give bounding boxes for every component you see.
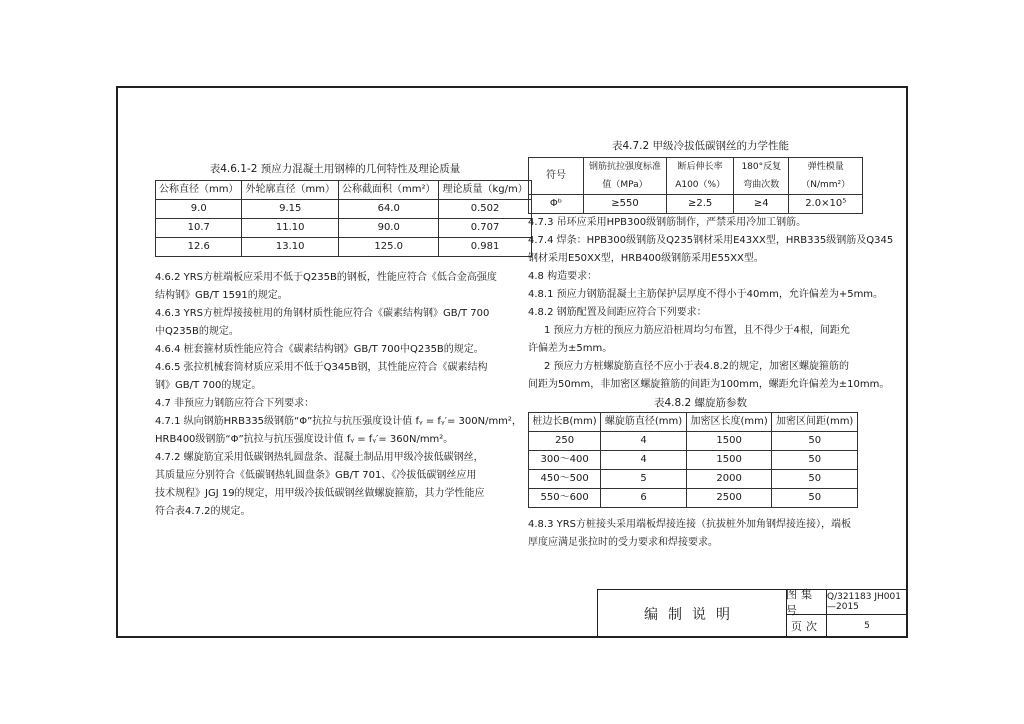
table-cell: 250 [529, 432, 601, 451]
table-cell: 9.15 [242, 200, 338, 219]
table-cell: 125.0 [338, 238, 439, 257]
page-number-label: 页次 [786, 614, 827, 638]
table-cell: ≥4 [734, 195, 789, 214]
table-cell: 12.6 [156, 238, 242, 257]
table-header-cell: 180°反复弯曲次数 [734, 158, 789, 195]
clause-text: 4.7.4 焊条：HPB300级钢筋及Q235钢材采用E43XX型，HRB335级钢筋及Q345 [528, 235, 894, 246]
table-4-6-1-2 [155, 180, 532, 257]
right-column [528, 137, 894, 552]
clause-text: 4.6.5 张拉机械套筒材质应采用不低于Q345B钢，其性能应符合《碳素结构 [155, 362, 488, 373]
atlas-number-row [786, 590, 907, 615]
table-row [529, 489, 858, 508]
table-cell: 50 [772, 432, 858, 451]
clause-text: 4.7.1 纵向钢筋HRB335级钢筋“Φ”抗拉与抗压强度设计值 fᵧ = fᵧ′= 300N/mm²， [155, 416, 522, 427]
table-header-cell: 公称截面积（mm²） [338, 181, 439, 200]
table-header-row [529, 413, 858, 432]
table-cell: 50 [772, 451, 858, 470]
table-cell: Φᵇ [529, 195, 584, 214]
drawing-title: 编制说明 [598, 590, 787, 638]
table-header-cell: 断后伸长率A100（%） [667, 158, 734, 195]
page-number-row [786, 614, 907, 638]
table-row [529, 432, 858, 451]
table-cell: 50 [772, 489, 858, 508]
clause-text: 1 预应力方桩的预应力筋应沿桩周均匀布置，且不得少于4根，间距允 [544, 325, 850, 336]
clause-text: 4.8 构造要求： [528, 271, 598, 282]
clause-text: 中Q235B的规定。 [155, 326, 239, 337]
table-cell: 5 [601, 470, 687, 489]
table-cell: 6 [601, 489, 687, 508]
table-cell: 1500 [686, 432, 772, 451]
table-cell: 2500 [686, 489, 772, 508]
clause-text: 结构钢》GB/T 1591的规定。 [155, 290, 288, 301]
atlas-number-label: 图集号 [786, 590, 827, 614]
table-header-cell: 符号 [529, 158, 584, 195]
table-row [529, 470, 858, 489]
clause-text: 钢材采用E50XX型，HRB400级钢筋采用E55XX型。 [528, 253, 764, 264]
clause-text: 厚度应满足张拉时的受力要求和焊接要求。 [528, 537, 718, 548]
table-header-cell: 公称直径（mm） [156, 181, 242, 200]
table-cell: 1500 [686, 451, 772, 470]
table-header-row [156, 181, 532, 200]
clause-text: 4.7.2 螺旋筋宜采用低碳钢热轧圆盘条、混凝土制品用甲级冷拔低碳钢丝， [155, 452, 484, 463]
clause-text: 4.6.3 YRS方桩焊接接桩用的角钢材质性能应符合《碳素结构钢》GB/T 700 [155, 308, 490, 319]
table-cell: 9.0 [156, 200, 242, 219]
clause-text: 技术规程》JGJ 19的规定，用甲级冷拔低碳钢丝做螺旋箍筋，其力学性能应 [155, 488, 485, 499]
table-4-8-2-caption: 表4.8.2 螺旋筋参数 [653, 397, 748, 409]
clause-text: 钢》GB/T 700的规定。 [155, 380, 262, 391]
clause-text: 间距为50mm，非加密区螺旋箍筋的间距为100mm，螺距允许偏差为±10mm。 [528, 379, 890, 390]
left-column [155, 160, 528, 521]
clause-text: 4.6.4 桩套箍材质性能应符合《碳素结构钢》GB/T 700中Q235B的规定。 [155, 344, 484, 355]
table-header-cell: 外轮廓直径（mm） [242, 181, 338, 200]
clause-text: 4.8.1 预应力钢筋混凝土主筋保护层厚度不得小于40mm，允许偏差为+5mm。 [528, 289, 884, 300]
table-header-row [529, 158, 863, 195]
table-header-cell: 加密区长度(mm) [686, 413, 772, 432]
clause-text: 符合表4.7.2的规定。 [155, 506, 251, 517]
table-cell: 4 [601, 432, 687, 451]
table-cell: 64.0 [338, 200, 439, 219]
table-cell: ≥2.5 [667, 195, 734, 214]
clause-text: 4.6.2 YRS方桩端板应采用不低于Q235B的钢板，性能应符合《低合金高强度 [155, 272, 497, 283]
table-cell: 90.0 [338, 219, 439, 238]
table-cell: 4 [601, 451, 687, 470]
table-cell: 13.10 [242, 238, 338, 257]
table-row [156, 219, 532, 238]
table-header-cell: 螺旋筋直径(mm) [601, 413, 687, 432]
clause-text: 2 预应力方桩螺旋筋直径不应小于表4.8.2的规定，加密区螺旋箍筋的 [544, 361, 849, 372]
table-cell: 11.10 [242, 219, 338, 238]
page-number-value: 5 [864, 621, 870, 631]
table-header-cell: 钢筋抗拉强度标准值（MPa） [584, 158, 667, 195]
table-4-7-2 [528, 157, 863, 214]
title-block [597, 589, 908, 638]
table-row [156, 238, 532, 257]
table-cell: 0.502 [439, 200, 531, 219]
table-cell: 0.707 [439, 219, 531, 238]
table-header-cell: 加密区间距(mm) [772, 413, 858, 432]
table-header-cell: 弹性模量（N/mm²） [789, 158, 863, 195]
clause-text: 4.7 非预应力钢筋应符合下列要求： [155, 398, 315, 409]
clause-text: 4.7.3 吊环应采用HPB300级钢筋制作，严禁采用冷加工钢筋。 [528, 217, 807, 228]
table-cell: 10.7 [156, 219, 242, 238]
table-4-7-2-caption: 表4.7.2 甲级冷拔低碳钢丝的力学性能 [611, 140, 790, 152]
table-cell: 450～500 [529, 470, 601, 489]
clause-text: HRB400级钢筋“Φ”抗拉与抗压强度设计值 fᵧ = fᵧ′= 360N/mm²。 [155, 434, 454, 445]
atlas-number-value: Q/321183 JH001—2015 [827, 592, 901, 612]
table-4-8-2 [528, 412, 858, 508]
table-cell: 550～600 [529, 489, 601, 508]
table-cell: 2.0×10⁵ [789, 195, 863, 214]
table-cell: 300～400 [529, 451, 601, 470]
table-cell: ≥550 [584, 195, 667, 214]
table-header-cell: 理论质量（kg/m） [439, 181, 531, 200]
table-4-6-1-2-caption: 表4.6.1-2 预应力混凝土用钢棒的几何特性及理论质量 [209, 163, 461, 175]
table-header-cell: 桩边长B(mm) [529, 413, 601, 432]
clause-text: 4.8.2 钢筋配置及间距应符合下列要求： [528, 307, 707, 318]
table-row [529, 195, 863, 214]
table-row [156, 200, 532, 219]
clause-text: 4.8.3 YRS方桩接头采用端板焊接连接（抗拔桩外加角钢焊接连接），端板 [528, 519, 852, 530]
clause-text: 其质量应分别符合《低碳钢热轧圆盘条》GB/T 701、《冷拔低碳钢丝应用 [155, 470, 477, 481]
table-cell: 0.981 [439, 238, 531, 257]
clause-text: 许偏差为±5mm。 [528, 343, 613, 354]
table-cell: 50 [772, 470, 858, 489]
table-cell: 2000 [686, 470, 772, 489]
table-row [529, 451, 858, 470]
